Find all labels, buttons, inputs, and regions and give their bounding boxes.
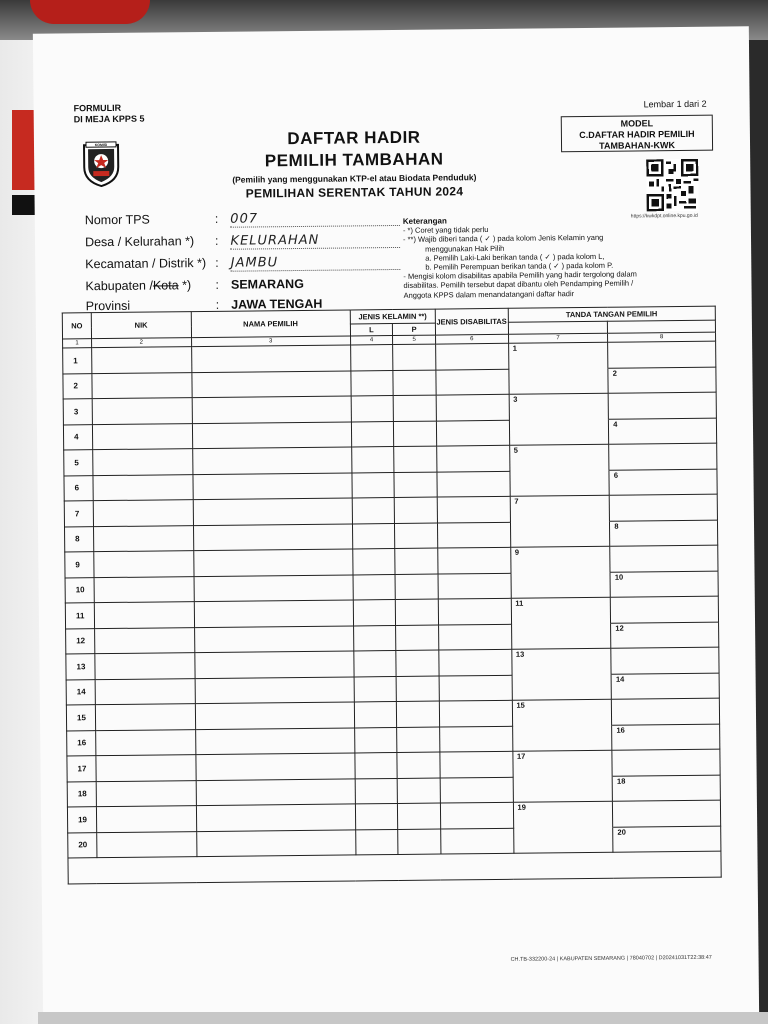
kecamatan-label: Kecamatan / Distrik *) bbox=[85, 255, 207, 272]
nama-cell[interactable] bbox=[196, 778, 355, 805]
keterangan-line1: - *) Coret yang tidak perlu bbox=[402, 225, 489, 236]
signature-number: 12 bbox=[615, 623, 624, 633]
col-tanda-tangan-header: TANDA TANGAN PEMILIH bbox=[508, 306, 716, 322]
signature-left-cell bbox=[511, 623, 611, 650]
signature-left-cell bbox=[508, 368, 608, 395]
sheet-number: Lembar 1 dari 2 bbox=[643, 98, 707, 110]
index-cell: 8 bbox=[608, 332, 716, 342]
signature-left-cell bbox=[513, 776, 613, 803]
row-number: 19 bbox=[67, 807, 96, 833]
disabilitas-cell[interactable] bbox=[441, 828, 514, 854]
desa-label: Desa / Kelurahan *) bbox=[84, 234, 195, 250]
signature-right-cell bbox=[609, 443, 717, 470]
disabilitas-cell[interactable] bbox=[438, 547, 511, 573]
document-footer-code: CH.TB-332200-24 | KABUPATEN SEMARANG | 78040702 | D20241031T22:38:47 bbox=[510, 954, 712, 963]
nik-cell[interactable] bbox=[92, 372, 192, 399]
model-line1: MODEL bbox=[620, 118, 654, 129]
row-number: 7 bbox=[64, 501, 93, 527]
nik-cell[interactable] bbox=[94, 551, 194, 578]
col-disabilitas-header: JENIS DISABILITAS bbox=[435, 308, 508, 335]
p-cell[interactable] bbox=[397, 752, 440, 778]
disabilitas-cell[interactable] bbox=[436, 394, 509, 420]
nama-cell[interactable] bbox=[192, 421, 351, 448]
row-number: 14 bbox=[66, 679, 95, 705]
disabilitas-cell[interactable] bbox=[440, 777, 513, 803]
l-cell[interactable] bbox=[353, 600, 396, 626]
nik-cell[interactable] bbox=[95, 678, 195, 705]
row-number: 15 bbox=[66, 705, 95, 731]
signature-right-cell bbox=[612, 749, 720, 776]
model-box bbox=[561, 115, 713, 153]
nama-cell[interactable] bbox=[194, 600, 353, 627]
kpu-logo-icon bbox=[78, 139, 125, 187]
kota-struck-label: Kota bbox=[152, 278, 179, 293]
nama-cell[interactable] bbox=[191, 345, 350, 372]
nama-cell[interactable] bbox=[193, 549, 352, 576]
signature-left-cell[interactable] bbox=[511, 597, 611, 624]
background-flag bbox=[12, 110, 36, 190]
nama-cell[interactable] bbox=[194, 625, 353, 652]
signature-right-cell[interactable] bbox=[612, 724, 720, 751]
nama-cell[interactable] bbox=[194, 574, 353, 601]
model-line2: C.DAFTAR HADIR PEMILIH bbox=[579, 128, 695, 141]
col-p-header: P bbox=[393, 323, 436, 335]
index-cell: 6 bbox=[435, 334, 508, 344]
col-ttd-left-header bbox=[508, 321, 608, 334]
index-cell: 1 bbox=[63, 339, 92, 348]
l-cell[interactable] bbox=[354, 676, 397, 702]
signature-left-cell bbox=[512, 674, 612, 701]
row-number: 5 bbox=[64, 450, 93, 476]
signature-number: 9 bbox=[514, 547, 520, 557]
col-nama-header: NAMA PEMILIH bbox=[191, 310, 350, 338]
form-paper bbox=[33, 26, 759, 1023]
qr-code-icon bbox=[646, 159, 699, 212]
l-cell[interactable] bbox=[355, 753, 398, 779]
nama-cell[interactable] bbox=[194, 651, 353, 678]
l-cell[interactable] bbox=[350, 345, 393, 371]
p-cell[interactable] bbox=[393, 395, 436, 421]
desa-value: KELURAHAN bbox=[230, 232, 320, 249]
l-cell[interactable] bbox=[353, 651, 396, 677]
signature-number: 6 bbox=[613, 470, 619, 480]
signature-number: 5 bbox=[513, 445, 518, 455]
row-number: 6 bbox=[64, 475, 93, 501]
nik-cell[interactable] bbox=[94, 576, 194, 603]
p-cell[interactable] bbox=[395, 523, 438, 549]
disabilitas-cell[interactable] bbox=[440, 726, 513, 752]
signature-number: 10 bbox=[614, 572, 624, 582]
signature-left-cell[interactable] bbox=[512, 699, 612, 726]
p-cell[interactable] bbox=[397, 701, 440, 727]
signature-right-cell bbox=[609, 494, 717, 521]
nama-cell[interactable] bbox=[193, 498, 352, 525]
signature-right-cell[interactable] bbox=[610, 520, 718, 547]
nama-cell[interactable] bbox=[192, 396, 351, 423]
signature-number: 8 bbox=[614, 521, 619, 531]
model-line3: TAMBAHAN-KWK bbox=[599, 140, 675, 151]
provinsi-row: Provinsi : JAWA TENGAH bbox=[85, 296, 323, 314]
signature-number: 1 bbox=[512, 343, 517, 353]
l-cell[interactable] bbox=[355, 778, 398, 804]
signature-right-cell[interactable] bbox=[609, 418, 717, 445]
signature-left-cell bbox=[511, 572, 611, 599]
nik-cell[interactable] bbox=[92, 398, 192, 425]
p-cell[interactable] bbox=[394, 421, 437, 447]
nama-cell[interactable] bbox=[193, 472, 352, 499]
signature-right-cell[interactable] bbox=[613, 826, 721, 853]
keterangan-line4: a. Pemilih Laki-Laki berikan tanda ( ✓ ) pada kolom L, bbox=[425, 251, 605, 263]
form-title bbox=[174, 127, 535, 202]
nik-cell[interactable] bbox=[96, 806, 196, 833]
signature-number: 20 bbox=[617, 827, 626, 837]
signature-number: 11 bbox=[515, 598, 524, 608]
signature-left-cell bbox=[509, 470, 609, 497]
signature-left-cell[interactable] bbox=[511, 648, 611, 675]
signature-number: 16 bbox=[616, 725, 625, 735]
signature-number: 19 bbox=[517, 802, 526, 812]
l-cell[interactable] bbox=[354, 727, 397, 753]
p-cell[interactable] bbox=[395, 497, 438, 523]
disabilitas-cell[interactable] bbox=[440, 802, 513, 828]
signature-right-cell[interactable] bbox=[608, 367, 716, 394]
l-cell[interactable] bbox=[352, 523, 395, 549]
title-line1: DAFTAR HADIR bbox=[287, 127, 421, 149]
index-cell: 4 bbox=[350, 336, 393, 345]
nik-cell[interactable] bbox=[93, 474, 193, 501]
signature-right-cell[interactable] bbox=[609, 469, 717, 496]
background-bottom bbox=[38, 1012, 768, 1024]
col-no-header: NO bbox=[62, 313, 91, 339]
signature-number: 4 bbox=[613, 419, 618, 429]
provinsi-value: JAWA TENGAH bbox=[231, 296, 323, 312]
index-cell: 3 bbox=[191, 336, 350, 347]
row-number: 8 bbox=[64, 526, 93, 552]
signature-right-cell[interactable] bbox=[612, 775, 720, 802]
row-number: 9 bbox=[65, 552, 94, 578]
disabilitas-cell[interactable] bbox=[437, 445, 510, 471]
nama-cell[interactable] bbox=[195, 727, 354, 754]
disabilitas-cell[interactable] bbox=[437, 522, 510, 548]
keterangan-line7: disabilitas. Pemilih tersebut dapat dibantu oleh Pendamping Pemilih / bbox=[403, 278, 634, 291]
nik-cell[interactable] bbox=[93, 525, 193, 552]
disabilitas-cell[interactable] bbox=[438, 598, 511, 624]
l-cell[interactable] bbox=[351, 396, 394, 422]
signature-right-cell bbox=[608, 341, 716, 368]
signature-left-cell[interactable] bbox=[513, 801, 613, 828]
signature-right-cell[interactable] bbox=[610, 571, 718, 598]
background-flag-dark bbox=[12, 195, 36, 215]
attendance-table bbox=[62, 306, 722, 885]
p-cell[interactable] bbox=[398, 803, 441, 829]
nomor-tps-value: 007 bbox=[230, 211, 259, 227]
row-number: 1 bbox=[63, 348, 92, 374]
nama-cell[interactable] bbox=[195, 753, 354, 780]
signature-left-cell[interactable] bbox=[508, 342, 608, 369]
kabupaten-label-c: *) bbox=[178, 278, 192, 293]
p-cell[interactable] bbox=[397, 778, 440, 804]
disabilitas-cell[interactable] bbox=[436, 343, 509, 369]
nik-cell[interactable] bbox=[92, 423, 192, 450]
nomor-tps-label: Nomor TPS bbox=[84, 212, 150, 228]
row-number: 13 bbox=[66, 654, 95, 680]
signature-number: 18 bbox=[616, 776, 626, 786]
disabilitas-cell[interactable] bbox=[439, 675, 512, 701]
signature-left-cell bbox=[510, 521, 610, 548]
signature-number: 7 bbox=[514, 496, 519, 506]
keterangan-notes bbox=[403, 214, 714, 300]
l-cell[interactable] bbox=[352, 498, 395, 524]
kecamatan-value: JAMBU bbox=[230, 255, 279, 271]
row-number: 10 bbox=[65, 577, 94, 603]
l-cell[interactable] bbox=[353, 625, 396, 651]
disabilitas-cell[interactable] bbox=[438, 573, 511, 599]
formulir-line1: FORMULIR bbox=[73, 102, 122, 114]
nik-cell[interactable] bbox=[93, 500, 193, 527]
keterangan-line6: - Mengisi kolom disabilitas apabila Pemilih yang hadir tergolong dalam bbox=[403, 269, 637, 282]
signature-right-cell[interactable] bbox=[611, 673, 719, 700]
row-number: 18 bbox=[67, 781, 96, 807]
nik-cell[interactable] bbox=[95, 704, 195, 731]
disabilitas-cell[interactable] bbox=[437, 496, 510, 522]
nik-cell[interactable] bbox=[95, 729, 195, 756]
p-cell[interactable] bbox=[398, 829, 441, 855]
p-cell[interactable] bbox=[394, 446, 437, 472]
signature-right-cell bbox=[610, 545, 718, 572]
disabilitas-cell[interactable] bbox=[440, 751, 513, 777]
disabilitas-cell[interactable] bbox=[439, 649, 512, 675]
signature-number: 17 bbox=[516, 751, 526, 761]
p-cell[interactable] bbox=[396, 625, 439, 651]
keterangan-line8: Anggota KPPS dalam menandatangani daftar hadir bbox=[403, 288, 575, 300]
p-cell[interactable] bbox=[395, 548, 438, 574]
formulir-label bbox=[74, 103, 145, 126]
nik-cell[interactable] bbox=[93, 449, 193, 476]
disabilitas-cell[interactable] bbox=[436, 369, 509, 395]
signature-right-cell bbox=[612, 698, 720, 725]
p-cell[interactable] bbox=[396, 599, 439, 625]
p-cell[interactable] bbox=[393, 370, 436, 396]
l-cell[interactable] bbox=[355, 829, 398, 855]
signature-right-cell bbox=[611, 647, 719, 674]
signature-number: 14 bbox=[615, 674, 625, 684]
p-cell[interactable] bbox=[396, 676, 439, 702]
disabilitas-cell[interactable] bbox=[439, 700, 512, 726]
p-cell[interactable] bbox=[393, 344, 436, 370]
nama-cell[interactable] bbox=[193, 523, 352, 550]
nik-cell[interactable] bbox=[97, 831, 197, 858]
signature-left-cell bbox=[512, 725, 612, 752]
signature-right-cell bbox=[611, 596, 719, 623]
nik-cell[interactable] bbox=[91, 347, 191, 374]
l-cell[interactable] bbox=[353, 574, 396, 600]
index-cell: 5 bbox=[393, 335, 436, 344]
signature-left-cell[interactable] bbox=[510, 546, 610, 573]
nomor-tps-row: Nomor TPS : 007 bbox=[85, 210, 401, 229]
signature-number: 3 bbox=[513, 394, 518, 404]
disabilitas-cell[interactable] bbox=[437, 471, 510, 497]
table-footer-cell bbox=[68, 851, 721, 884]
row-number: 16 bbox=[67, 730, 96, 756]
index-cell: 2 bbox=[91, 338, 191, 348]
l-cell[interactable] bbox=[354, 702, 397, 728]
nik-cell[interactable] bbox=[96, 755, 196, 782]
row-number: 2 bbox=[63, 373, 92, 399]
p-cell[interactable] bbox=[394, 472, 437, 498]
nama-cell[interactable] bbox=[196, 804, 355, 831]
desa-row: Desa / Kelurahan *) : KELURAHAN bbox=[85, 232, 401, 251]
row-number: 20 bbox=[68, 832, 97, 858]
nik-cell[interactable] bbox=[95, 653, 195, 680]
row-number: 3 bbox=[63, 399, 92, 425]
index-cell: 7 bbox=[508, 333, 608, 343]
attendance-rows bbox=[63, 341, 721, 858]
col-ttd-right-header bbox=[608, 320, 716, 333]
kabupaten-label-a: Kabupaten / bbox=[85, 278, 153, 294]
col-l-header: L bbox=[350, 324, 393, 336]
signature-number: 13 bbox=[515, 649, 525, 659]
l-cell[interactable] bbox=[352, 472, 395, 498]
signature-left-cell[interactable] bbox=[509, 393, 609, 420]
nama-cell[interactable] bbox=[195, 676, 354, 703]
col-jenis-kelamin-header: JENIS KELAMIN **) bbox=[350, 309, 435, 324]
qr-url: https://kwkdpt.online.kpu.go.id bbox=[630, 212, 698, 220]
nama-cell[interactable] bbox=[192, 447, 351, 474]
keterangan-title: Keterangan bbox=[402, 216, 447, 226]
nik-cell[interactable] bbox=[94, 602, 194, 629]
nik-cell[interactable] bbox=[96, 780, 196, 807]
col-nik-header: NIK bbox=[91, 312, 191, 339]
nama-cell[interactable] bbox=[195, 702, 354, 729]
kabupaten-label bbox=[85, 278, 215, 293]
row-number: 17 bbox=[67, 756, 96, 782]
signature-right-cell bbox=[608, 392, 716, 419]
nik-cell[interactable] bbox=[94, 627, 194, 654]
formulir-line2: DI MEJA KPPS 5 bbox=[73, 113, 145, 125]
background-poster bbox=[30, 0, 150, 24]
l-cell[interactable] bbox=[351, 421, 394, 447]
provinsi-label: Provinsi bbox=[85, 298, 131, 314]
table-footer-row bbox=[68, 851, 721, 884]
signature-number: 2 bbox=[612, 368, 617, 378]
kabupaten-value: SEMARANG bbox=[230, 276, 304, 292]
title-line3: PEMILIHAN SERENTAK TAHUN 2024 bbox=[245, 184, 464, 201]
keterangan-line3: menggunakan Hak Pilih bbox=[425, 243, 505, 254]
disabilitas-cell[interactable] bbox=[436, 420, 509, 446]
signature-left-cell[interactable] bbox=[510, 495, 610, 522]
disabilitas-cell[interactable] bbox=[438, 624, 511, 650]
l-cell[interactable] bbox=[351, 370, 394, 396]
row-number: 11 bbox=[65, 603, 94, 629]
kabupaten-row: Kabupaten /Kota *) : SEMARANG bbox=[85, 276, 304, 294]
nama-cell[interactable] bbox=[191, 370, 350, 397]
signature-right-cell bbox=[613, 800, 721, 827]
p-cell[interactable] bbox=[395, 574, 438, 600]
signature-right-cell[interactable] bbox=[611, 622, 719, 649]
l-cell[interactable] bbox=[355, 803, 398, 829]
keterangan-line5: b. Pemilih Perempuan berikan tanda ( ✓ ) pada kolom P. bbox=[425, 260, 614, 272]
signature-left-cell bbox=[509, 419, 609, 446]
l-cell[interactable] bbox=[351, 447, 394, 473]
title-line2: PEMILIH TAMBAHAN bbox=[264, 149, 444, 171]
row-number: 4 bbox=[63, 424, 92, 450]
kecamatan-row: Kecamatan / Distrik *) : JAMBU bbox=[85, 254, 401, 273]
signature-left-cell[interactable] bbox=[509, 444, 609, 471]
p-cell[interactable] bbox=[396, 650, 439, 676]
l-cell[interactable] bbox=[352, 549, 395, 575]
row-number: 12 bbox=[66, 628, 95, 654]
nama-cell[interactable] bbox=[196, 829, 355, 856]
signature-left-cell bbox=[513, 827, 613, 854]
signature-left-cell[interactable] bbox=[512, 750, 612, 777]
signature-number: 15 bbox=[516, 700, 525, 710]
title-subtitle: (Pemilih yang menggunakan KTP-el atau Biodata Penduduk) bbox=[232, 172, 477, 185]
p-cell[interactable] bbox=[397, 727, 440, 753]
keterangan-line2: - **) Wajib diberi tanda ( ✓ ) pada kolom Jenis Kelamin yang bbox=[402, 233, 604, 245]
logo-text-top: KOMISI bbox=[94, 143, 108, 148]
